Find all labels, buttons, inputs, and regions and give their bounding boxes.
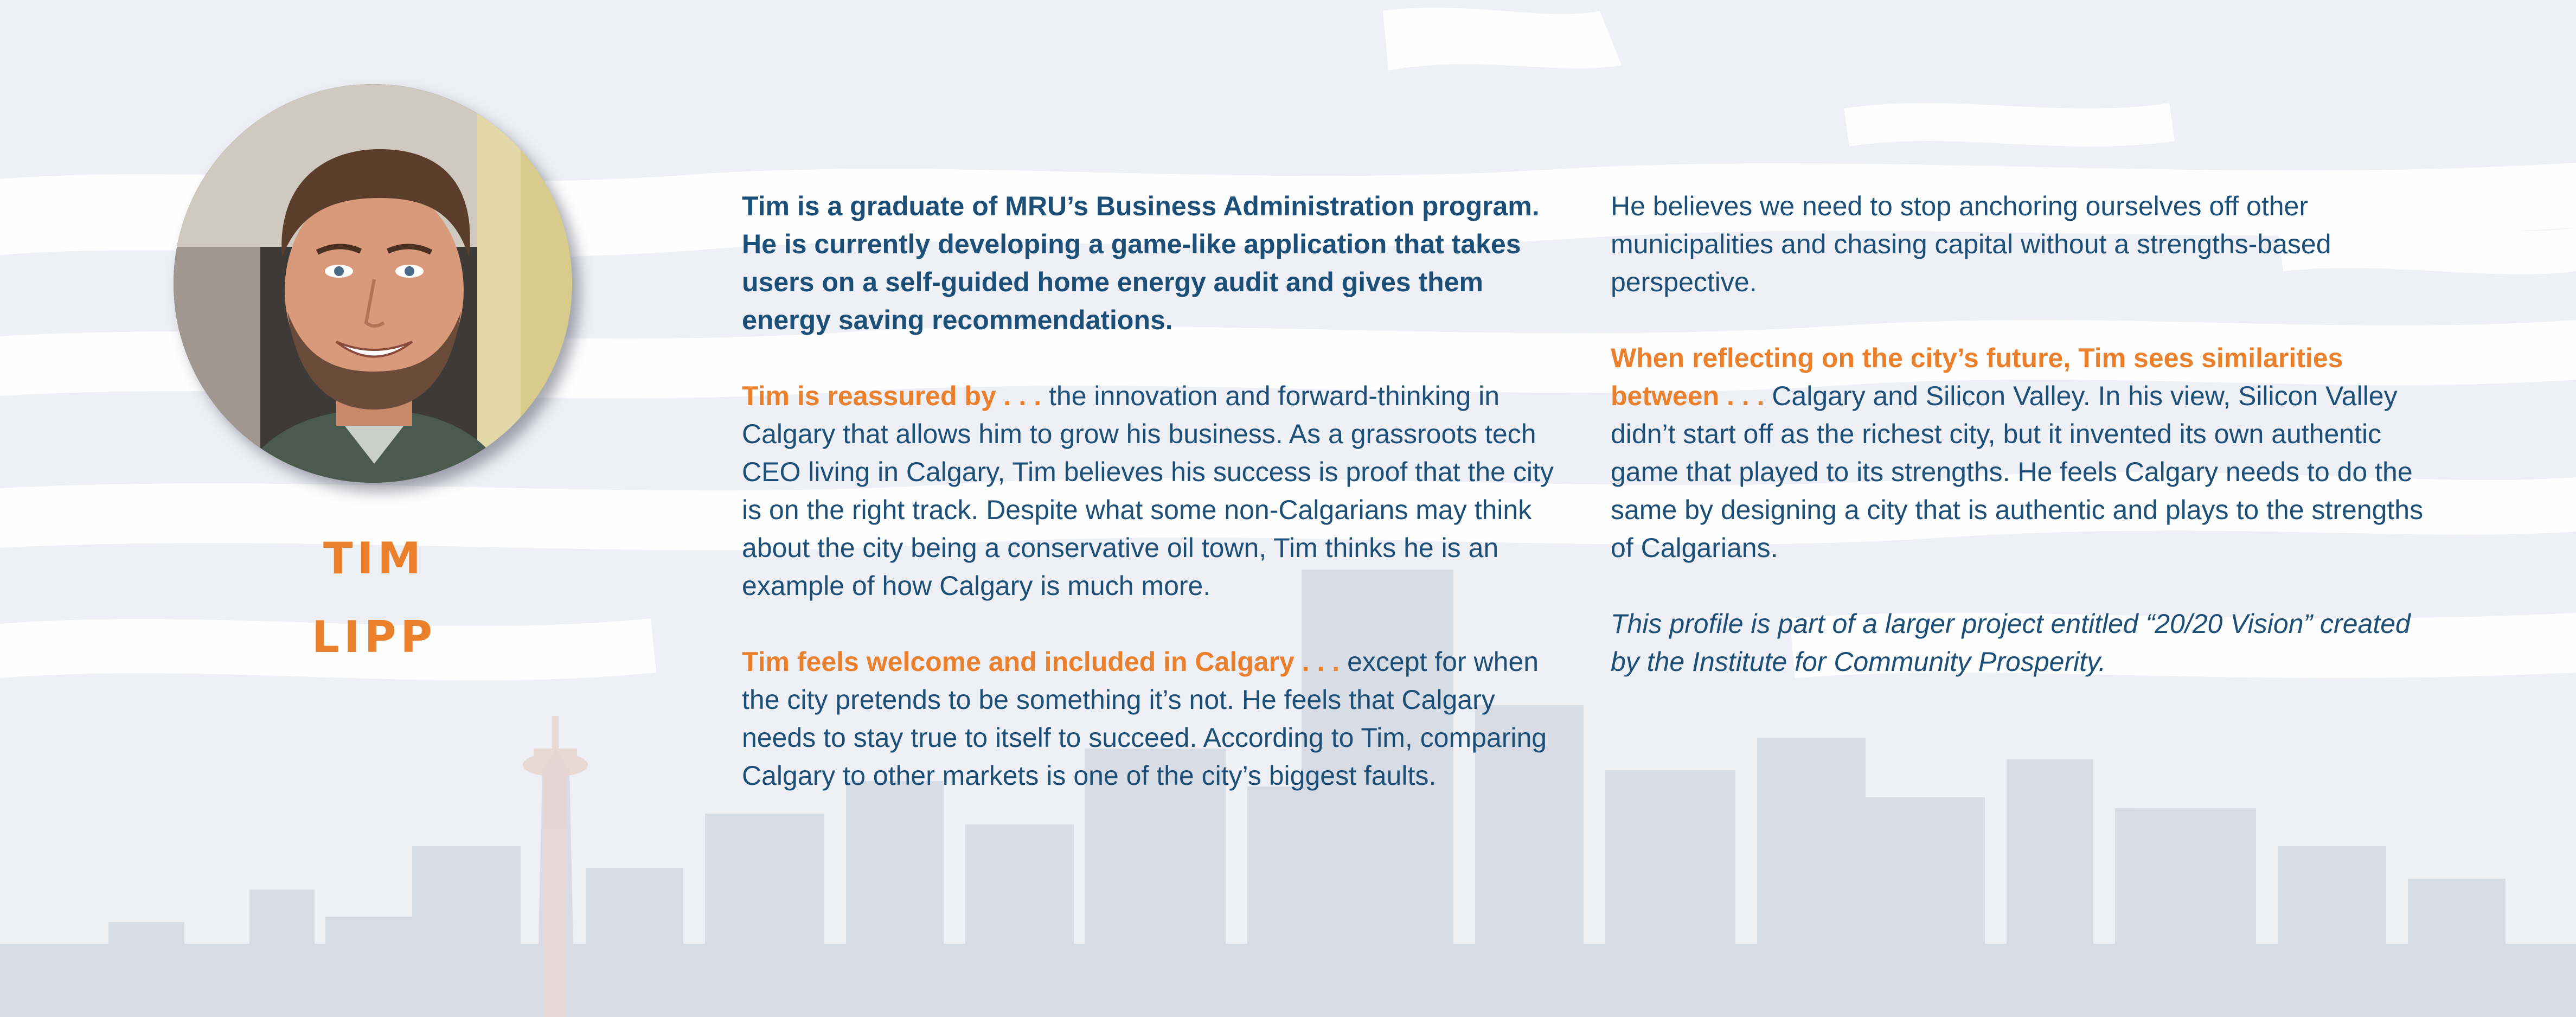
profile-photo <box>174 84 572 483</box>
future-lead: When reflecting on the city’s future, Tim sees similarities between . . . <box>1611 343 2343 411</box>
profile-first-name: TIM <box>323 533 425 584</box>
welcome-lead: Tim feels welcome and included in Calgary . . . <box>742 647 1340 677</box>
future-paragraph <box>1611 339 2435 567</box>
reassured-paragraph <box>742 377 1566 605</box>
right-text-column <box>1611 187 2435 719</box>
welcome-paragraph <box>742 643 1566 795</box>
profile-last-name: LIPP <box>311 612 437 662</box>
reassured-lead: Tim is reassured by . . . <box>742 381 1042 411</box>
project-note: This profile is part of a larger project entitled “20/20 Vision” created by the Institute for Community Prosperity. <box>1611 609 2411 677</box>
portrait-image <box>174 84 572 483</box>
left-text-column <box>742 187 1566 833</box>
intro-paragraph: Tim is a graduate of MRU’s Business Administration program. He is currently developing a game-like application that takes users on a self-guided home energy audit and gives them energy saving recommendations. <box>742 191 1540 335</box>
anchoring-paragraph: He believes we need to stop anchoring ourselves off other municipalities and chasing capital without a strengths-based perspective. <box>1611 191 2331 297</box>
welcome-body: except for when the city pretends to be something it’s not. He feels that Calgary needs to stay true to itself to succeed. According to Tim, comparing Calgary to other markets is one of the city’s biggest faults. <box>742 647 1547 791</box>
reassured-body: the innovation and forward-thinking in Calgary that allows him to grow his business. As a grassroots tech CEO living in Calgary, Tim believes his success is proof that the city is on the right track. Despite what some non-Calgarians may think about the city being a conservative oil town, Tim thinks he is an example of how Calgary is much more. <box>742 381 1554 601</box>
future-body: Calgary and Silicon Valley. In his view, Silicon Valley didn’t start off as the richest city, but it invented its own authentic game that played to its strengths. He feels Calgary needs to do the same by designing a city that is authentic and plays to the strengths of Calgarians. <box>1611 381 2424 563</box>
